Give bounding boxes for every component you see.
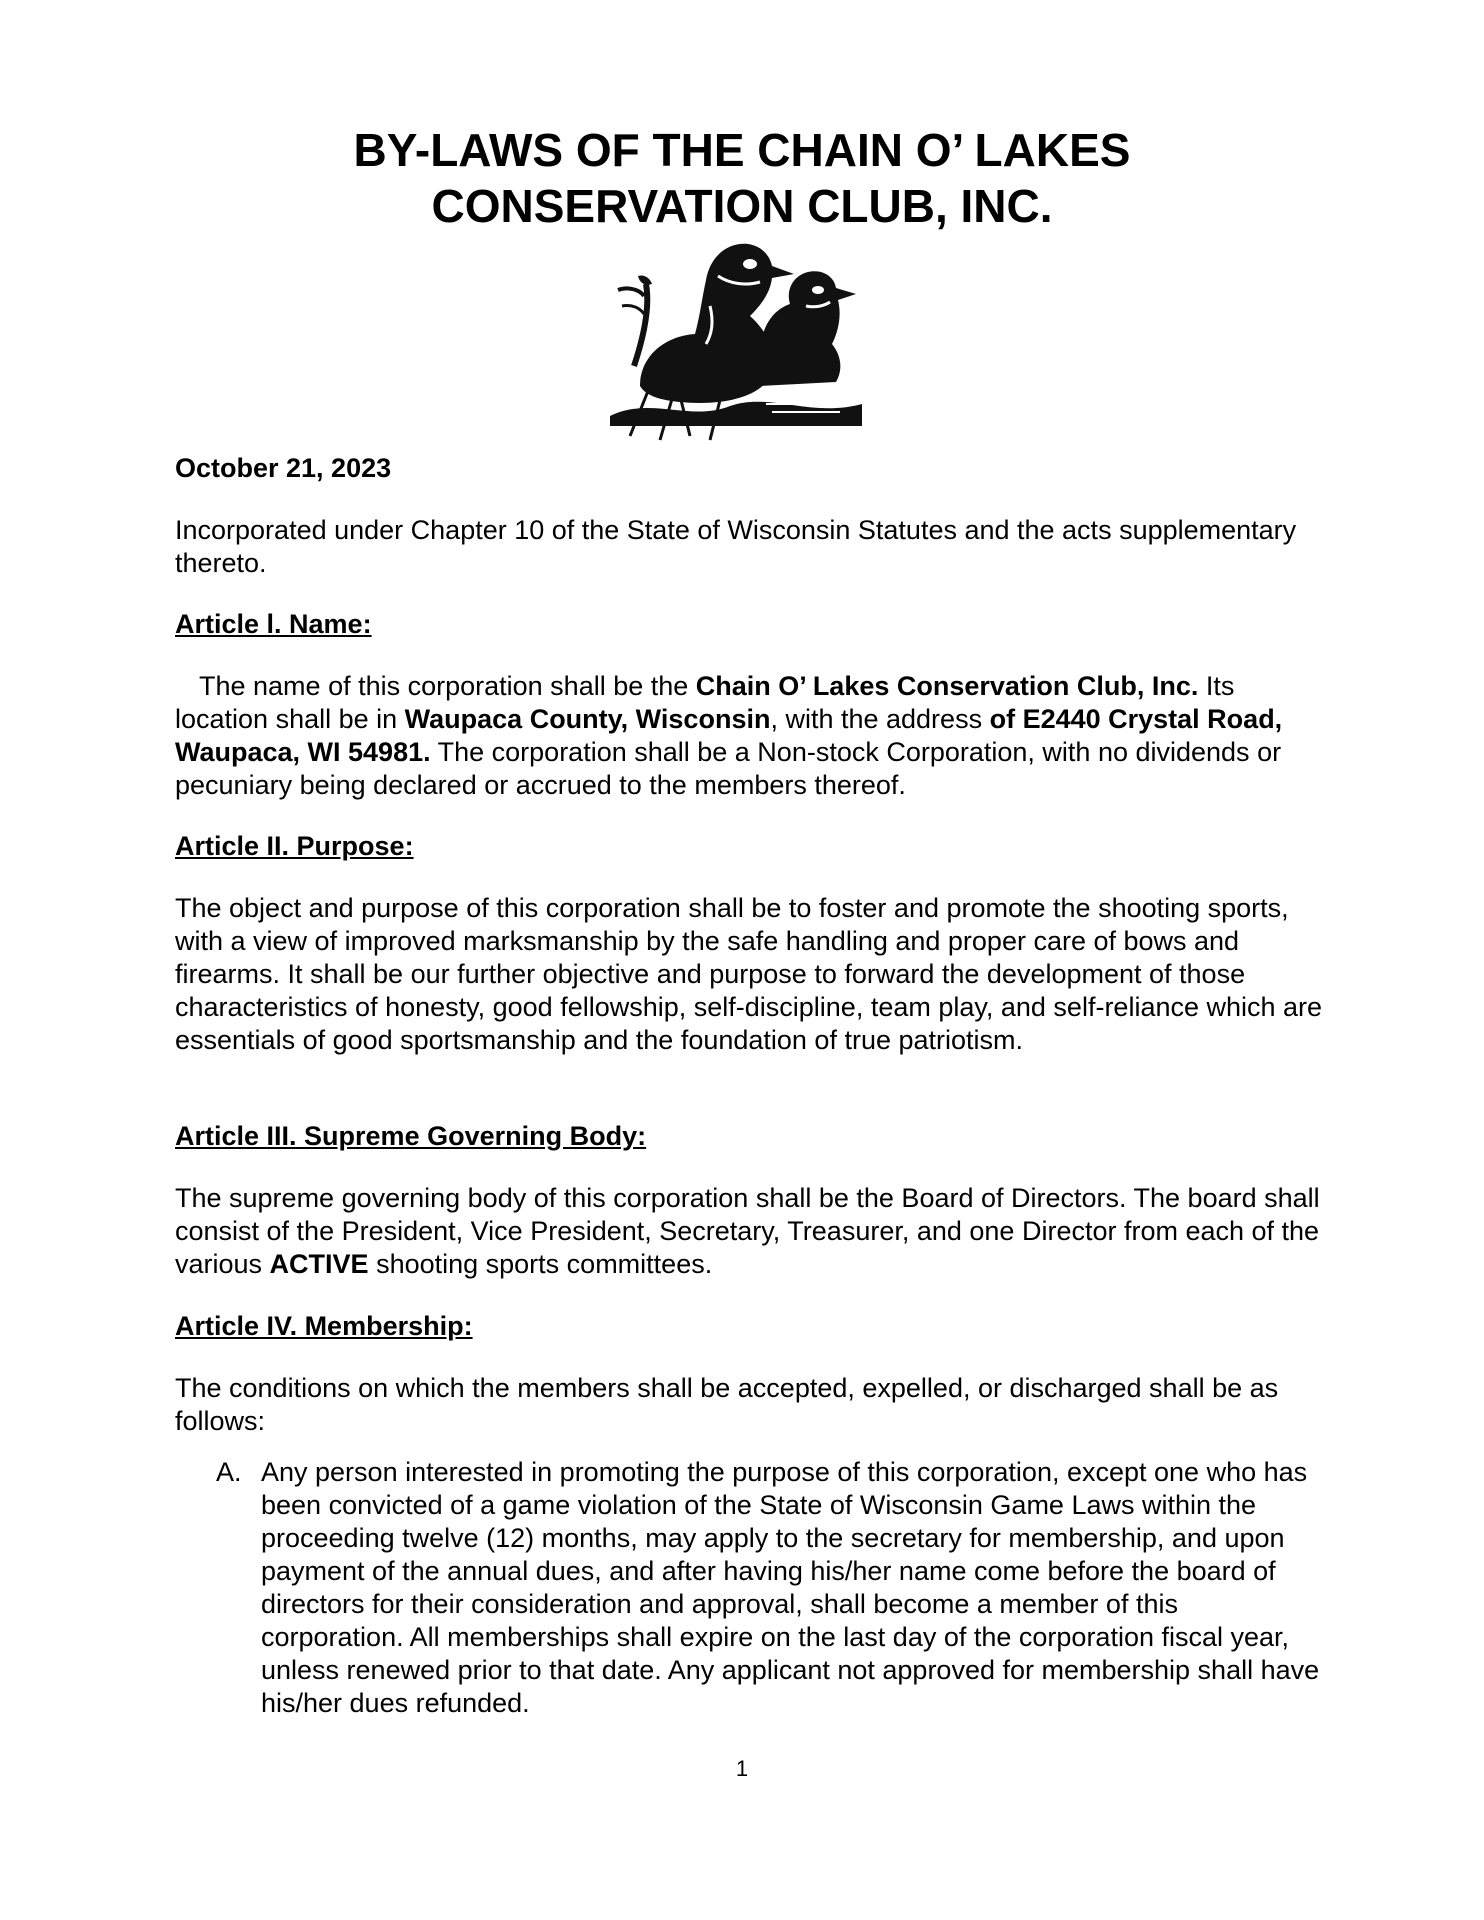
- page-number: 1: [735, 1756, 749, 1781]
- active-emphasis: ACTIVE: [269, 1249, 369, 1279]
- article-3-text-a: The supreme governing body of this corporation shall be the Board of Directors. The board shall consist of the President, Vice President, Secretary, Treasurer, and one Director from each of the various: [175, 1183, 1320, 1279]
- article-1-body: [175, 670, 1325, 802]
- article-1-text-g: The corporation shall be a Non-stock Corporation, with no dividends or pecuniary being declared or accrued to the members thereof.: [175, 737, 1282, 800]
- club-name: Chain O’ Lakes Conservation Club, Inc.: [695, 671, 1199, 701]
- article-1-heading: Article l. Name:: [175, 609, 372, 639]
- club-address: of E2440 Crystal Road, Waupaca, WI 54981.: [175, 704, 1283, 767]
- document-date: October 21, 2023: [175, 453, 392, 483]
- article-1-text-a: The name of this corporation shall be the: [199, 671, 696, 701]
- list-marker: A.: [216, 1457, 242, 1487]
- article-3-heading: Article III. Supreme Governing Body:: [175, 1121, 647, 1151]
- article-3-body: [175, 1182, 1325, 1281]
- article-1-text-c: Its location shall be in: [175, 671, 1235, 734]
- article-2-heading: Article II. Purpose:: [175, 831, 414, 861]
- article-4-heading: Article IV. Membership:: [175, 1311, 473, 1341]
- club-location: Waupaca County, Wisconsin: [404, 704, 771, 734]
- incorporation-statement: Incorporated under Chapter 10 of the State of Wisconsin Statutes and the acts supplementary thereto.: [175, 515, 1297, 578]
- article-3-text-c: shooting sports committees.: [368, 1249, 713, 1279]
- article-1-text-e: , with the address: [770, 704, 990, 734]
- document-title-line-2: CONSERVATION CLUB, INC.: [431, 180, 1053, 232]
- article-2-body: The object and purpose of this corporation shall be to foster and promote the shooting sports, with a view of improved marksmanship by the safe handling and proper care of bows and firearms. It shall be our further objective and purpose to forward the development of those characteristics of honesty, good fellowship, self-discipline, team play, and self-reliance which are essentials of good sportsmanship and the foundation of true patriotism.: [175, 893, 1323, 1055]
- article-4-intro: The conditions on which the members shall be accepted, expelled, or discharged shall be as follows:: [175, 1373, 1279, 1436]
- document-title-line-1: BY-LAWS OF THE CHAIN O’ LAKES: [353, 124, 1131, 176]
- list-item-text: Any person interested in promoting the purpose of this corporation, except one who has been convicted of a game violation of the State of Wisconsin Game Laws within the proceeding twelve (12) months, may apply to the secretary for membership, and upon payment of the annual dues, and after having his/her name come before the board of directors for their consideration and approval, shall become a member of this corporation. All memberships shall expire on the last day of the corporation fiscal year, unless renewed prior to that date. Any applicant not approved for membership shall have his/her dues refunded.: [261, 1457, 1320, 1718]
- ducks-logo-icon: [610, 236, 870, 442]
